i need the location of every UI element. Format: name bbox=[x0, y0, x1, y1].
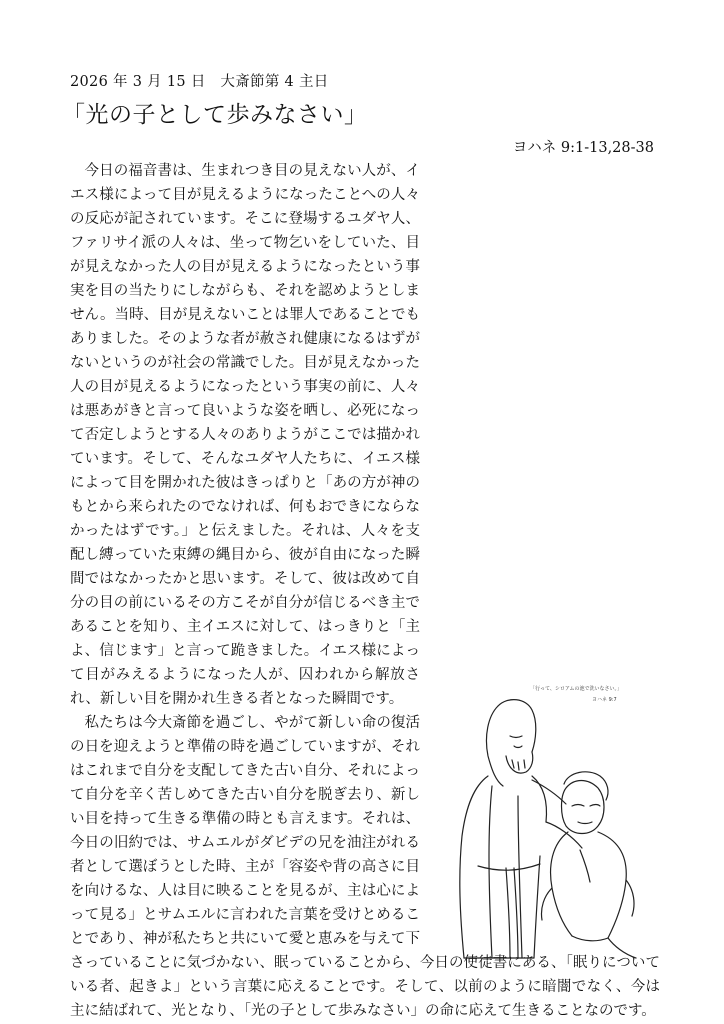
jesus-healing-blind-man-illustration bbox=[448, 676, 648, 966]
paragraph-2: 私たちは今大斎節を過ごし、やがて新しい命の復活の日を迎えようと準備の時を過ごしていますが、それはこれまで自分を支配してきた古い自分、それによって自分を辛く苦しめてきた古い自分を脱ぎ去り、新しい目を持って生きる準備の時とも言えます。それは、今日の旧約では、サムエルがダビデの兄を油注がれる者として選ぼうとした時、主が「容姿や背の高さに目を向けるな、人は目に映ることを見るが、主は心によって見る」とサムエルに言われた言葉を受けとめることであり、神が私たちと共にいて愛と恵みを与えて下さっていることに気づかない、眠っていることから、今日の使徒書にある、「眠りについている者、起きよ」という言葉に応えることです。そして、以前のように暗闇でなく、今は主に結ばれて、光となり、「光の子として歩みなさい」の命に応えて生きることなのです。 bbox=[70, 715, 660, 1019]
date-line: 2026 年 3 月 15 日 大斎節第 4 主日 bbox=[70, 74, 329, 90]
paragraph-1: 今日の福音書は、生まれつき目の見えない人が、イエス様によって目が見えるようになったことへの人々の反応が記されています。そこに登場するユダヤ人、ファリサイ派の人々は、坐って物乞いをしていた、目が見えなかった人の目が見えるようになったという事実を目の当たりにしながらも、それを認めようとしません。当時、目が見えないことは罪人であることでもありました。そのような者が赦され健康になるはずがないというのが社会の常識でした。目が見えなかった人の目が見えるようになったという事実の前に、人々は悪あがきと言って良いような姿を晒し、必死になって否定しようとする人々のありようがここでは描かれています。そして、そんなユダヤ人たちに、イエス様によって目を開かれた彼はきっぱりと「あの方が神のもとから来られたのでなければ、何もおできにならなかったはずです。」と伝えました。それは、人々を支配し縛っていた束縛の縄目から、彼が自由になった瞬間ではなかったかと思います。そして、彼は改めて自分の目の前にいるその方こそが自分が信じるべき主であることを知り、主イエスに対して、はっきりと「主よ、信じます」と言って跪きました。イエス様によって目がみえるようになった人が、囚われから解放され、新しい目を開かれ生きる者となった瞬間です。 bbox=[70, 163, 420, 707]
sermon-title: 「光の子として歩みなさい」 bbox=[62, 102, 368, 128]
illustration-caption-reference: ヨハネ 9:7 bbox=[592, 697, 617, 703]
illustration-caption: 「行って、シロアムの池で洗いなさい。」 bbox=[530, 686, 623, 692]
scripture-reference: ヨハネ 9:1-13,28-38 bbox=[512, 140, 654, 156]
